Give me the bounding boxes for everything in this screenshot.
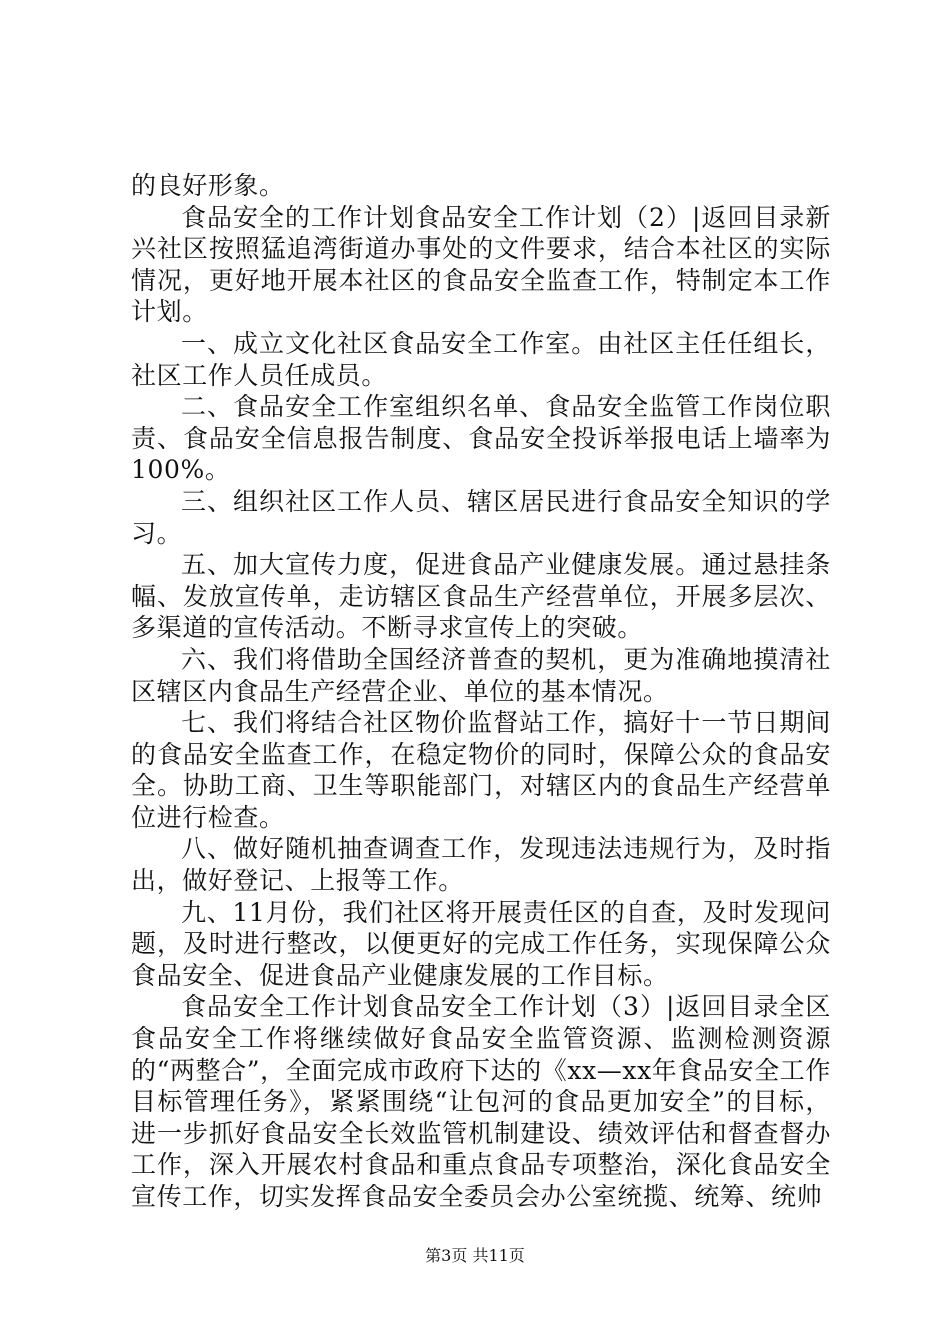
paragraph-item-2: 二、食品安全工作室组织名单、食品安全监管工作岗位职责、食品安全信息报告制度、食品安全投诉举报电话上墙率为100%。 (131, 392, 831, 485)
paragraph-item-7: 七、我们将结合社区物价监督站工作，搞好十一节日期间的食品安全监查工作，在稳定物价的同时，保障公众的食品安全。协助工商、卫生等职能部门，对辖区内的食品生产经营单位进行检查。 (131, 708, 831, 832)
paragraph-item-9: 九、11月份，我们社区将开展责任区的自查，及时发现问题，及时进行整改，以便更好的完成工作任务，实现保障公众食品安全、促进食品产业健康发展的工作目标。 (131, 897, 831, 990)
paragraph-continuation: 的良好形象。 (131, 171, 285, 200)
paragraph-item-8: 八、做好随机抽查调查工作，发现违法违规行为，及时指出，做好登记、上报等工作。 (131, 834, 831, 896)
paragraph-item-6: 六、我们将借助全国经济普查的契机，更为准确地摸清社区辖区内食品生产经营企业、单位的基本情况。 (131, 644, 831, 706)
paragraph-item-1: 一、成立文化社区食品安全工作室。由社区主任任组长，社区工作人员任成员。 (131, 328, 831, 390)
page-number-label: 第3页 共11页 (425, 1246, 525, 1265)
document-body (131, 170, 831, 1213)
page-footer (0, 1246, 950, 1266)
paragraph-item-5: 五、加大宣传力度，促进食品产业健康发展。通过悬挂条幅、发放宣传单，走访辖区食品生产经营单位，开展多层次、多渠道的宣传活动。不断寻求宣传上的突破。 (131, 550, 831, 643)
paragraph-plan-3-intro: 食品安全工作计划食品安全工作计划（3）|返回目录全区食品安全工作将继续做好食品安全监管资源、监测检测资源的“两整合”，全面完成市政府下达的《xx—xx年食品安全工作目标管理任务》，紧紧围绕“让包河的食品更加安全”的目标，进一步抓好食品安全长效监管机制建设、绩效评估和督查督办工作，深入开展农村食品和重点食品专项整治，深化食品安全宣传工作，切实发挥食品安全委员会办公室统揽、统筹、统帅 (131, 992, 831, 1211)
paragraph-item-3: 三、组织社区工作人员、辖区居民进行食品安全知识的学习。 (131, 486, 831, 548)
paragraph-plan-2-intro: 食品安全的工作计划食品安全工作计划（2）|返回目录新兴社区按照猛追湾街道办事处的文件要求，结合本社区的实际情况，更好地开展本社区的食品安全监查工作，特制定本工作计划。 (131, 202, 831, 327)
